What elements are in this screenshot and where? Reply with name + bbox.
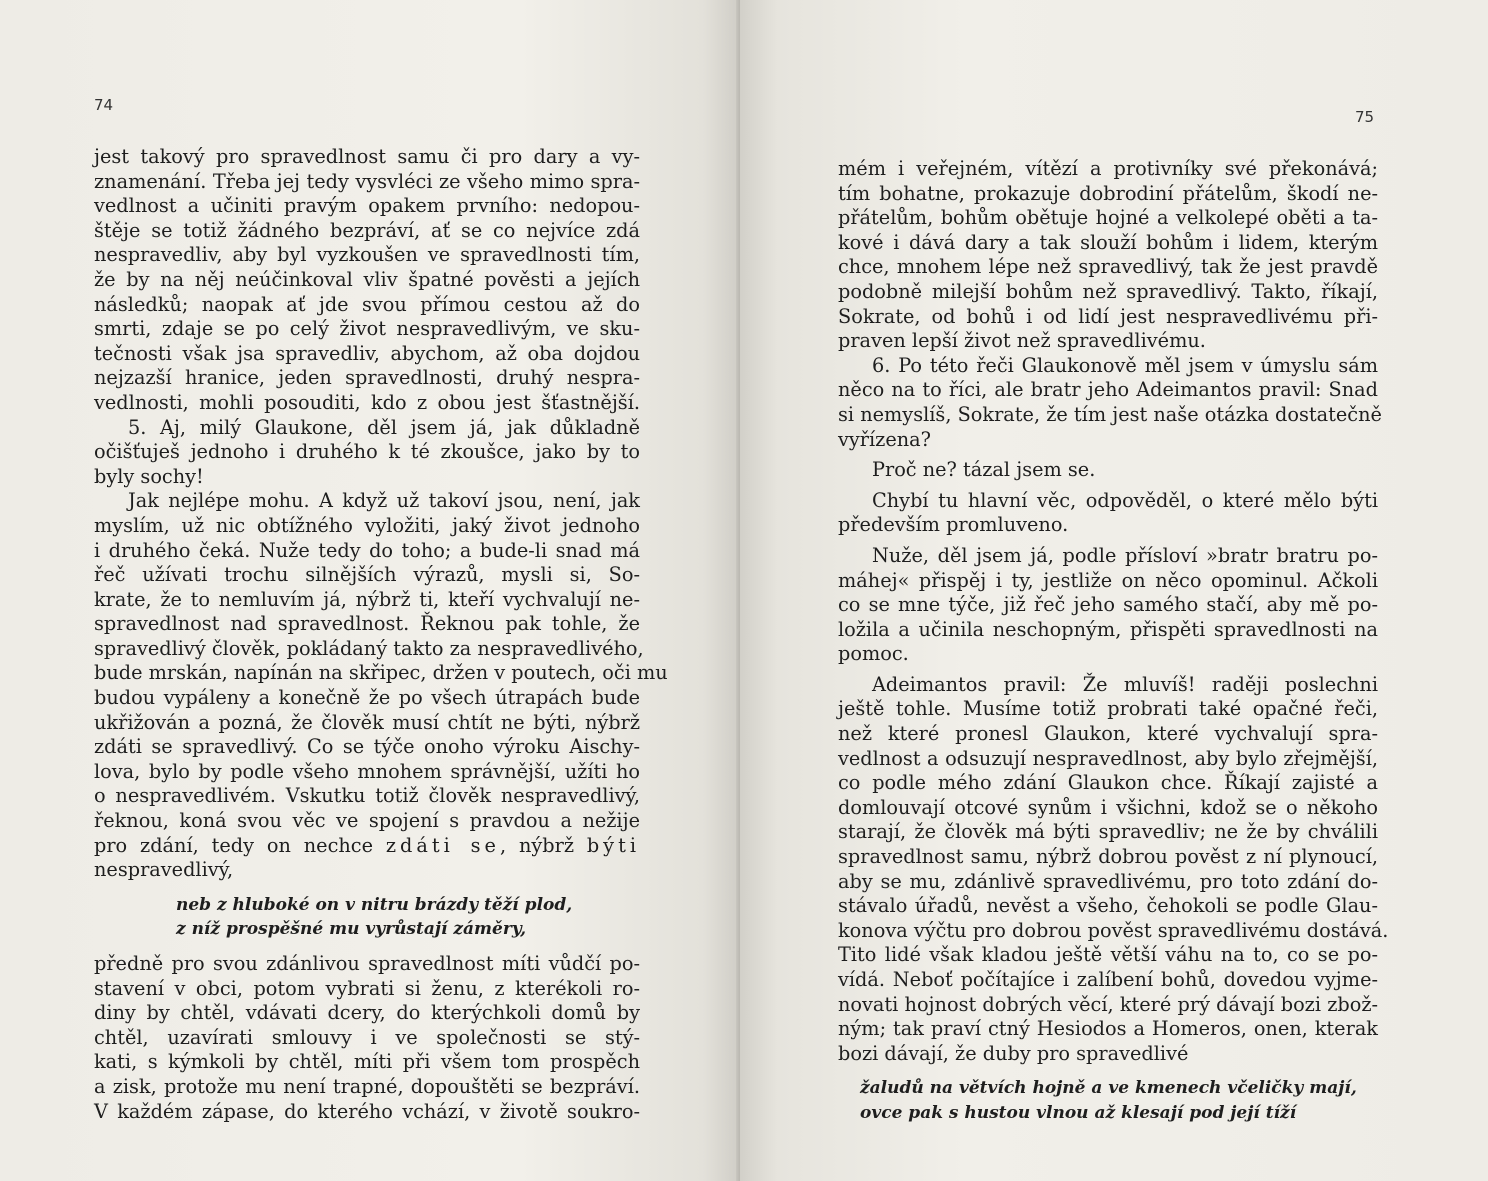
text-line: chce, mnohem lépe než spravedlivý, tak že jest pravdě	[838, 255, 1378, 279]
left-page	[0, 0, 740, 1181]
text-line: ným; tak praví ctný Hesiodos a Homeros, onen, kterak	[838, 1017, 1378, 1041]
text-line: nejzazší hranice, jeden spravedlnosti, druhý nespra-	[94, 366, 640, 390]
text-line: co se mne týče, již řeč jeho samého stačí, aby mě po-	[838, 593, 1378, 617]
text-line: podobně milejší bohům než spravedlivý. Takto, říkají,	[838, 279, 1378, 303]
text-line: domlouvají otcové synům i všichni, kdož se o někoho	[838, 795, 1378, 819]
page-number-right: 75	[1355, 108, 1375, 126]
text-line: vídá. Neboť počítajíce i zalíbení bohů, dovedou vyjme-	[838, 968, 1378, 991]
text-line: vedlnost a učiniti pravým opakem prvního: nedopou-	[94, 194, 640, 218]
text-line: Chybí tu hlavní věc, odpověděl, o které mělo býti	[872, 488, 1378, 512]
text-line: Adeimantos pravil: Že mluvíš! raději poslechni	[872, 672, 1378, 696]
text-line: o nespravedlivém. Vskutku totiž člověk nespravedlivý,	[94, 784, 640, 808]
text-line: smrti, zdaje se po celý život nespravedlivým, ve sku-	[94, 317, 640, 341]
left-page-text	[94, 145, 668, 1124]
spaced-text-line	[94, 834, 640, 859]
text-line: že by na něj neúčinkoval vliv špatné pověsti a jejích	[94, 267, 640, 291]
text-line: krate, že to nemluvím já, nýbrž ti, kteří vychvalují ne-	[94, 587, 640, 611]
text-line: štěje se totiž žádného bezpráví, ať se co nejvíce zdá	[94, 218, 640, 242]
text-line: spravedlnost nad spravedlnost. Řeknou pak tohle, že	[94, 612, 640, 636]
text-line: Nuže, děl jsem já, podle přísloví »bratr bratru po-	[872, 543, 1378, 567]
text-line: konova výčtu pro dobrou pověst spravedlivému dostává.	[838, 918, 1389, 942]
spaced-line-mid: , nýbrž	[499, 833, 587, 857]
text-line: nespravedlivý,	[94, 858, 234, 882]
text-line: spravedlivý člověk, pokládaný takto za nespravedlivého,	[94, 636, 644, 660]
text-line: stávalo úřadů, nevěst a všeho, čehokoli se podle Glau-	[838, 894, 1378, 918]
text-line: i druhého čeká. Nuže tedy do toho; a bude-li snad má	[94, 538, 640, 562]
text-line: než které pronesl Glaukon, které vychvalují spra-	[838, 722, 1378, 746]
verse-line: z níž prospěšné mu vyrůstají záměry,	[176, 919, 526, 940]
text-line: vedlnost a odsuzují nespravedlnost, aby bylo zřejmější,	[838, 746, 1378, 770]
text-line: a zisk, protože mu není trapné, dopouštěti se bezpráví.	[94, 1074, 640, 1098]
text-line: očišťuješ jednoho i druhého k té zkoušce, jako by to	[94, 440, 640, 464]
text-line: kové i dává dary a tak slouží bohům i lidem, kterým	[838, 230, 1378, 254]
text-line: si nemyslíš, Sokrate, že tím jest naše otázka dostatečně	[838, 402, 1382, 426]
right-page	[740, 0, 1488, 1181]
verse-line: ovce pak s hustou vlnou až klesají pod její tíží	[860, 1102, 1297, 1123]
text-line: předně pro svou zdánlivou spravedlnost míti vůdčí po-	[94, 952, 640, 975]
text-line: znamenání. Třeba jej tedy vysvléci ze všeho mimo spra-	[94, 169, 640, 193]
verse-line: žaludů na větvích hojně a ve kmenech včeličky mají,	[860, 1078, 1357, 1099]
text-line: vedlnosti, mohli posouditi, kdo z obou jest šťastnější.	[94, 390, 640, 414]
text-line: 6. Po této řeči Glaukonově měl jsem v úmyslu sám	[872, 353, 1378, 377]
spaced-line-before: pro zdání, tedy on nechce	[94, 833, 386, 857]
text-line: lova, bylo by podle všeho mnohem správnější, užíti ho	[94, 759, 640, 783]
text-line: tím bohatne, prokazuje dobrodiní přátelům, škodí ne-	[838, 181, 1378, 205]
text-line: zdáti se spravedlivý. Co se týče onoho výroku Aischy-	[94, 735, 640, 759]
text-line: řeč užívati trochu silnějších výrazů, mysli si, So-	[94, 563, 640, 587]
text-line: přátelům, bohům obětuje hojné a velkolepé oběti a ta-	[838, 206, 1378, 230]
text-line: Proč ne? tázal jsem se.	[872, 458, 1096, 482]
text-line: Jak nejlépe mohu. A když už takoví jsou, není, jak	[128, 489, 640, 513]
text-line: bozi dávají, že duby pro spravedlivé	[838, 1041, 1189, 1065]
text-line: byly sochy!	[94, 464, 204, 488]
text-line: máhej« přispěj i ty, jestliže on něco opominul. Ačkoli	[838, 568, 1378, 592]
text-line: nespravedliv, aby byl vyzkoušen ve spravedlnosti tím,	[94, 243, 640, 267]
right-page-text	[838, 157, 1389, 1126]
text-line: následků; naopak ať jde svou přímou cestou až do	[94, 292, 640, 316]
text-line: ještě tohle. Musíme totiž probrati také opačné řeči,	[838, 697, 1378, 721]
text-line: chtěl, uzavírati smlouvy i ve společnosti se stý-	[94, 1025, 640, 1049]
text-line: novati hojnost dobrých věcí, které prý dávají bozi zbož-	[838, 992, 1378, 1016]
text-line: něco na to říci, ale bratr jeho Adeimantos pravil: Snad	[838, 378, 1378, 402]
spaced-emphasis-1: zdáti se	[385, 833, 500, 857]
text-line: aby se mu, zdánlivě spravedlivému, pro toto zdání do-	[838, 869, 1378, 893]
text-line: budou vypáleny a konečně že po všech útrapách bude	[94, 686, 640, 710]
text-line: jest takový pro spravedlnost samu či pro dary a vy-	[94, 145, 640, 168]
text-line: tečnosti však jsa spravedliv, abychom, až oba dojdou	[94, 341, 640, 365]
text-line: Tito lidé však kladou ještě větší váhu na to, co se po-	[838, 943, 1378, 967]
text-line: stavení v obci, potom vybrati si ženu, z kterékoli ro-	[94, 976, 640, 1000]
verse-line: neb z hluboké on v nitru brázdy těží plod,	[176, 894, 573, 915]
text-line: mém i veřejném, vítězí a protivníky své překonává;	[838, 157, 1378, 180]
text-line: Sokrate, od bohů i od lidí jest nespravedlivému při-	[838, 304, 1378, 328]
text-line: 5. Aj, milý Glaukone, děl jsem já, jak důkladně	[128, 415, 640, 439]
text-line: V každém zápase, do kterého vchází, v životě soukro-	[94, 1099, 640, 1123]
text-line: starají, že člověk má býti spravedliv; ne že by chválili	[838, 820, 1378, 844]
text-line: bude mrskán, napínán na skřipec, držen v poutech, oči mu	[94, 661, 668, 685]
text-line: řeknou, koná svou věc ve spojení s pravdou a nežije	[94, 809, 640, 833]
text-line: co podle mého zdání Glaukon chce. Říkají zajisté a	[838, 771, 1378, 795]
page-number-left: 74	[94, 96, 114, 114]
text-line: praven lepší život než spravedlivému.	[838, 329, 1206, 353]
text-line: diny by chtěl, vdávati dcery, do kterýchkoli domů by	[94, 1001, 640, 1025]
text-line: ložila a učinila neschopným, přispěti spravedlnosti na	[838, 617, 1378, 641]
text-line: především promluveno.	[838, 513, 1069, 537]
text-line: pomoc.	[838, 642, 909, 666]
text-line: vyřízena?	[838, 427, 931, 451]
text-line: spravedlnost samu, nýbrž dobrou pověst z ní plynoucí,	[838, 845, 1378, 869]
text-line: kati, s kýmkoli by chtěl, míti při všem tom prospěch	[94, 1050, 640, 1074]
text-line: ukřižován a pozná, že člověk musí chtít ne býti, nýbrž	[94, 710, 640, 734]
text-line: myslím, už nic obtížného vyložiti, jaký život jednoho	[94, 513, 640, 537]
spaced-emphasis-2: býti	[586, 833, 640, 857]
